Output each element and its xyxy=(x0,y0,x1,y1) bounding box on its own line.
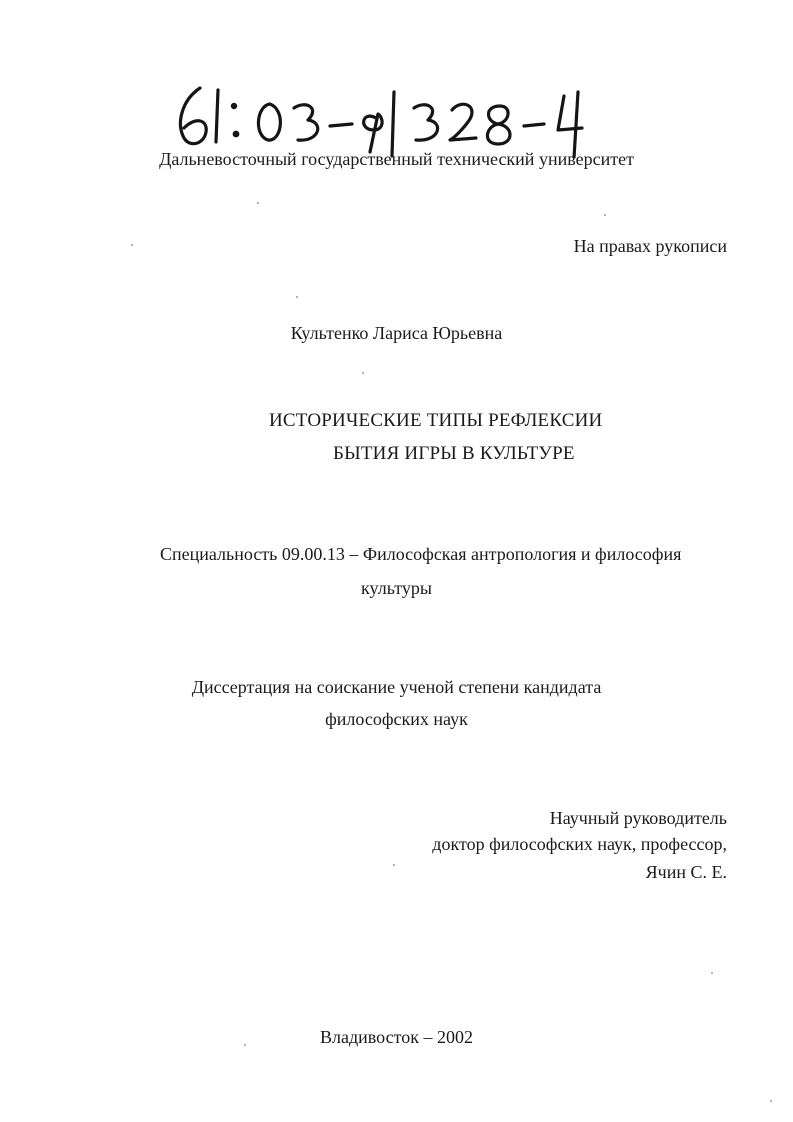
manuscript-rights-note: На правах рукописи xyxy=(573,236,727,256)
city-year: Владивосток – 2002 xyxy=(320,1027,473,1047)
specialty-line-2: культуры xyxy=(361,578,432,598)
scan-speck xyxy=(604,214,606,216)
handwritten-code-drawing xyxy=(170,78,610,158)
scan-speck xyxy=(711,972,713,974)
thesis-title-line-2: БЫТИЯ ИГРЫ В КУЛЬТУРЕ xyxy=(333,443,575,464)
thesis-title-line-1: ИСТОРИЧЕСКИЕ ТИПЫ РЕФЛЕКСИИ xyxy=(269,410,603,431)
scan-speck xyxy=(244,1044,246,1046)
specialty-line-1: Специальность 09.00.13 – Философская антропология и философия xyxy=(160,544,682,564)
scan-speck xyxy=(131,244,133,246)
scan-speck xyxy=(257,202,259,204)
dissertation-line-2: философских наук xyxy=(325,709,468,729)
scan-speck xyxy=(393,864,395,866)
scan-speck xyxy=(770,1100,772,1102)
university-name: Дальневосточный государственный технический университет xyxy=(159,149,634,169)
supervisor-label: Научный руководитель xyxy=(549,808,727,828)
author-name: Культенко Лариса Юрьевна xyxy=(290,323,503,343)
supervisor-degree: доктор философских наук, профессор, xyxy=(432,834,727,854)
scan-speck xyxy=(296,296,298,298)
supervisor-name: Ячин С. Е. xyxy=(645,862,727,882)
dissertation-line-1: Диссертация на соискание ученой степени кандидата xyxy=(191,677,602,697)
handwritten-archive-code xyxy=(170,78,610,158)
scan-speck xyxy=(362,372,364,374)
